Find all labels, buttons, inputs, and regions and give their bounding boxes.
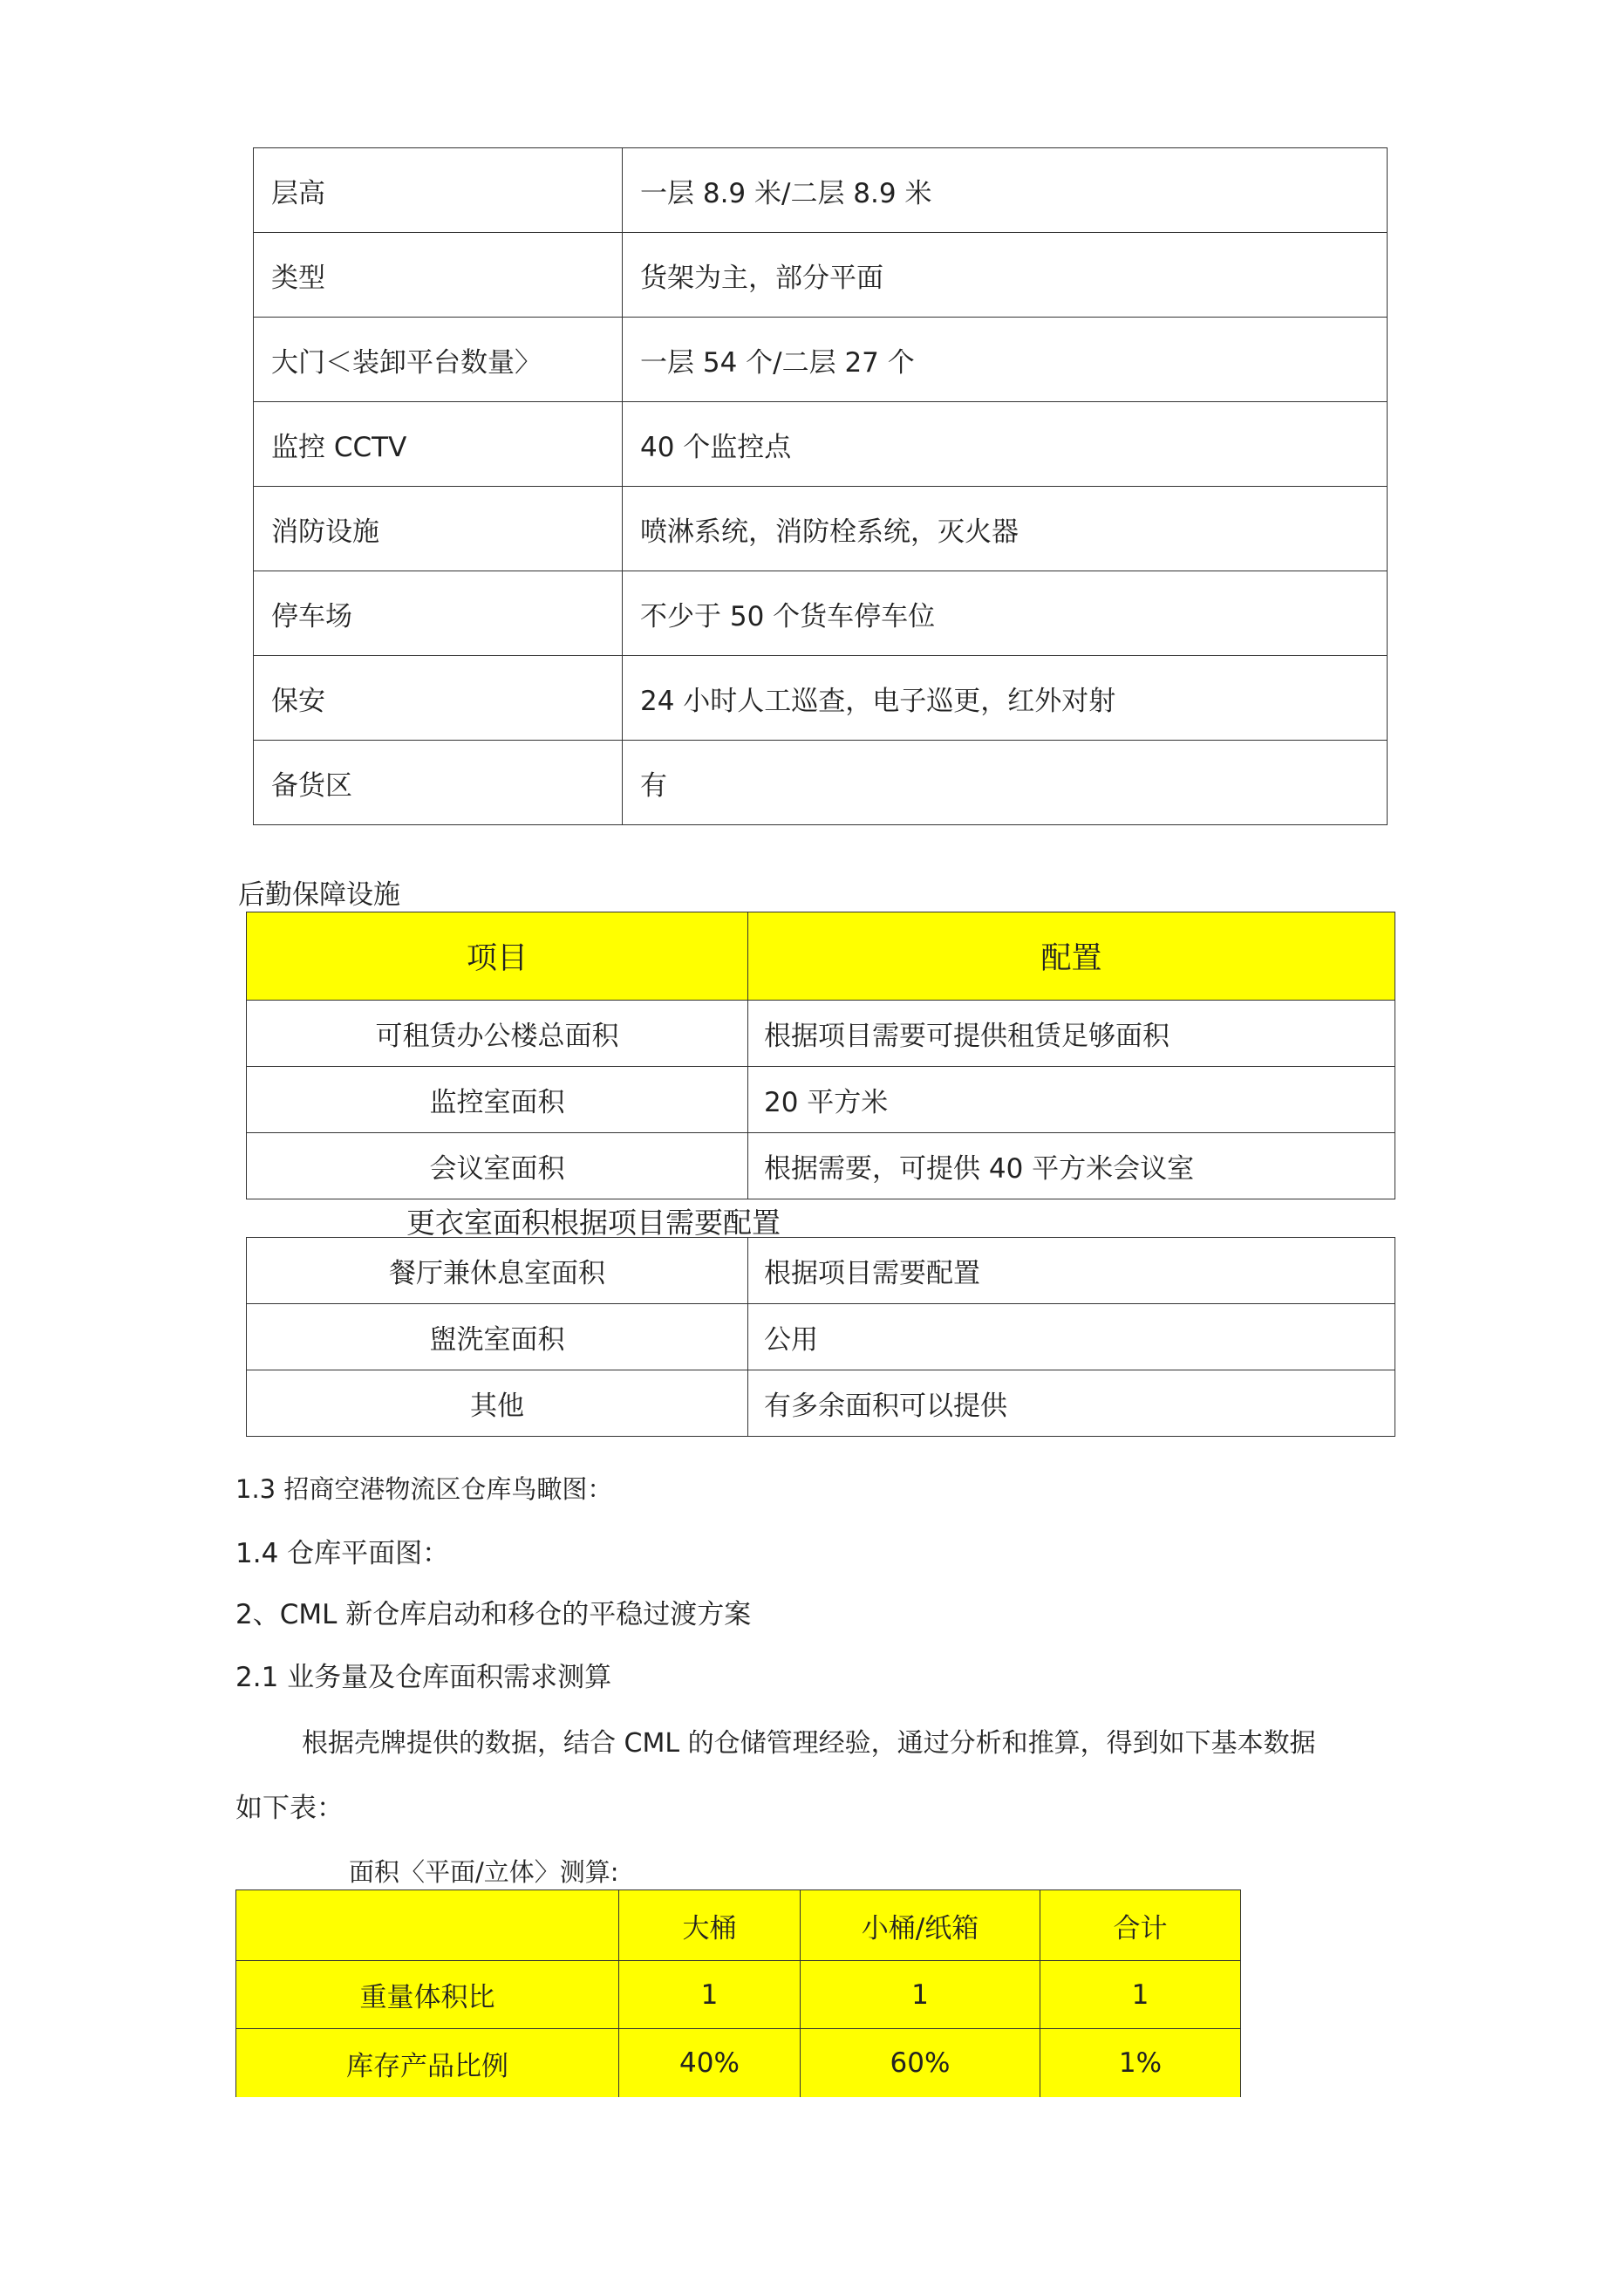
logistics-table-continued <box>246 1237 1395 1437</box>
heading-2-1: 2.1 业务量及仓库面积需求测算 <box>235 1662 612 1693</box>
row-label: 消防设施 <box>254 487 623 571</box>
table-row <box>247 1133 1395 1199</box>
table-cell: 1 <box>1040 1961 1241 2029</box>
heading-1-3: 1.3 招商空港物流区仓库鸟瞰图： <box>235 1474 613 1504</box>
row-value: 40 个监控点 <box>623 402 1388 487</box>
header-config: 配置 <box>748 912 1395 1001</box>
header-cell <box>236 1890 619 1961</box>
section-title-logistics: 后勤保障设施 <box>238 879 400 911</box>
table-row <box>247 1304 1395 1370</box>
row-label: 类型 <box>254 233 623 318</box>
row-value: 24 小时人工巡查，电子巡更，红外对射 <box>623 656 1388 741</box>
table-cell: 40% <box>619 2029 801 2098</box>
row-value: 货架为主，部分平面 <box>623 233 1388 318</box>
row-label: 层高 <box>254 148 623 233</box>
area-table-caption: 面积〈平面/立体〉测算: <box>349 1857 619 1887</box>
row-config: 根据项目需要配置 <box>748 1238 1395 1304</box>
table-row <box>247 1238 1395 1304</box>
table-row <box>254 741 1388 825</box>
loose-line-changing-room: 更衣室面积根据项目需要配置 <box>406 1206 781 1240</box>
table-row <box>247 1370 1395 1437</box>
row-item: 餐厅兼休息室面积 <box>247 1238 748 1304</box>
table-cell: 重量体积比 <box>236 1961 619 2029</box>
row-item: 盥洗室面积 <box>247 1304 748 1370</box>
row-value: 有 <box>623 741 1388 825</box>
row-item: 会议室面积 <box>247 1133 748 1199</box>
row-item: 其他 <box>247 1370 748 1437</box>
row-value: 不少于 50 个货车停车位 <box>623 571 1388 656</box>
table-header-row <box>236 1890 1241 1961</box>
paragraph-line-1: 根据壳牌提供的数据，结合 CML 的仓储管理经验，通过分析和推算，得到如下基本数据 <box>302 1728 1316 1759</box>
table-row <box>254 318 1388 402</box>
table-row <box>254 571 1388 656</box>
table-row <box>254 148 1388 233</box>
paragraph-line-2: 如下表： <box>235 1793 344 1824</box>
row-value: 一层 8.9 米/二层 8.9 米 <box>623 148 1388 233</box>
header-cell: 小桶/纸箱 <box>801 1890 1040 1961</box>
row-config: 根据需要，可提供 40 平方米会议室 <box>748 1133 1395 1199</box>
table-row <box>247 1067 1395 1133</box>
logistics-table <box>246 912 1395 1199</box>
table-cell: 库存产品比例 <box>236 2029 619 2098</box>
facility-spec-table <box>253 147 1388 825</box>
row-config: 公用 <box>748 1304 1395 1370</box>
row-item: 可租赁办公楼总面积 <box>247 1001 748 1067</box>
header-cell: 合计 <box>1040 1890 1241 1961</box>
header-item: 项目 <box>247 912 748 1001</box>
table-cell: 60% <box>801 2029 1040 2098</box>
row-label: 备货区 <box>254 741 623 825</box>
row-value: 喷淋系统，消防栓系统，灭火器 <box>623 487 1388 571</box>
row-item: 监控室面积 <box>247 1067 748 1133</box>
table-row <box>254 233 1388 318</box>
table-row <box>254 656 1388 741</box>
table-row <box>254 487 1388 571</box>
row-value: 一层 54 个/二层 27 个 <box>623 318 1388 402</box>
row-config: 根据项目需要可提供租赁足够面积 <box>748 1001 1395 1067</box>
table-cell: 1% <box>1040 2029 1241 2098</box>
area-calc-table <box>235 1889 1241 2097</box>
row-config: 有多余面积可以提供 <box>748 1370 1395 1437</box>
table-row <box>247 1001 1395 1067</box>
table-cell: 1 <box>801 1961 1040 2029</box>
table-row <box>236 2029 1241 2098</box>
row-label: 保安 <box>254 656 623 741</box>
row-config: 20 平方米 <box>748 1067 1395 1133</box>
table-cell: 1 <box>619 1961 801 2029</box>
table-header-row <box>247 912 1395 1001</box>
table-row <box>254 402 1388 487</box>
header-cell: 大桶 <box>619 1890 801 1961</box>
row-label: 大门＜装卸平台数量〉 <box>254 318 623 402</box>
table-row <box>236 1961 1241 2029</box>
row-label: 停车场 <box>254 571 623 656</box>
heading-1-4: 1.4 仓库平面图： <box>235 1538 450 1569</box>
row-label: 监控 CCTV <box>254 402 623 487</box>
heading-2: 2、CML 新仓库启动和移仓的平稳过渡方案 <box>235 1599 752 1630</box>
